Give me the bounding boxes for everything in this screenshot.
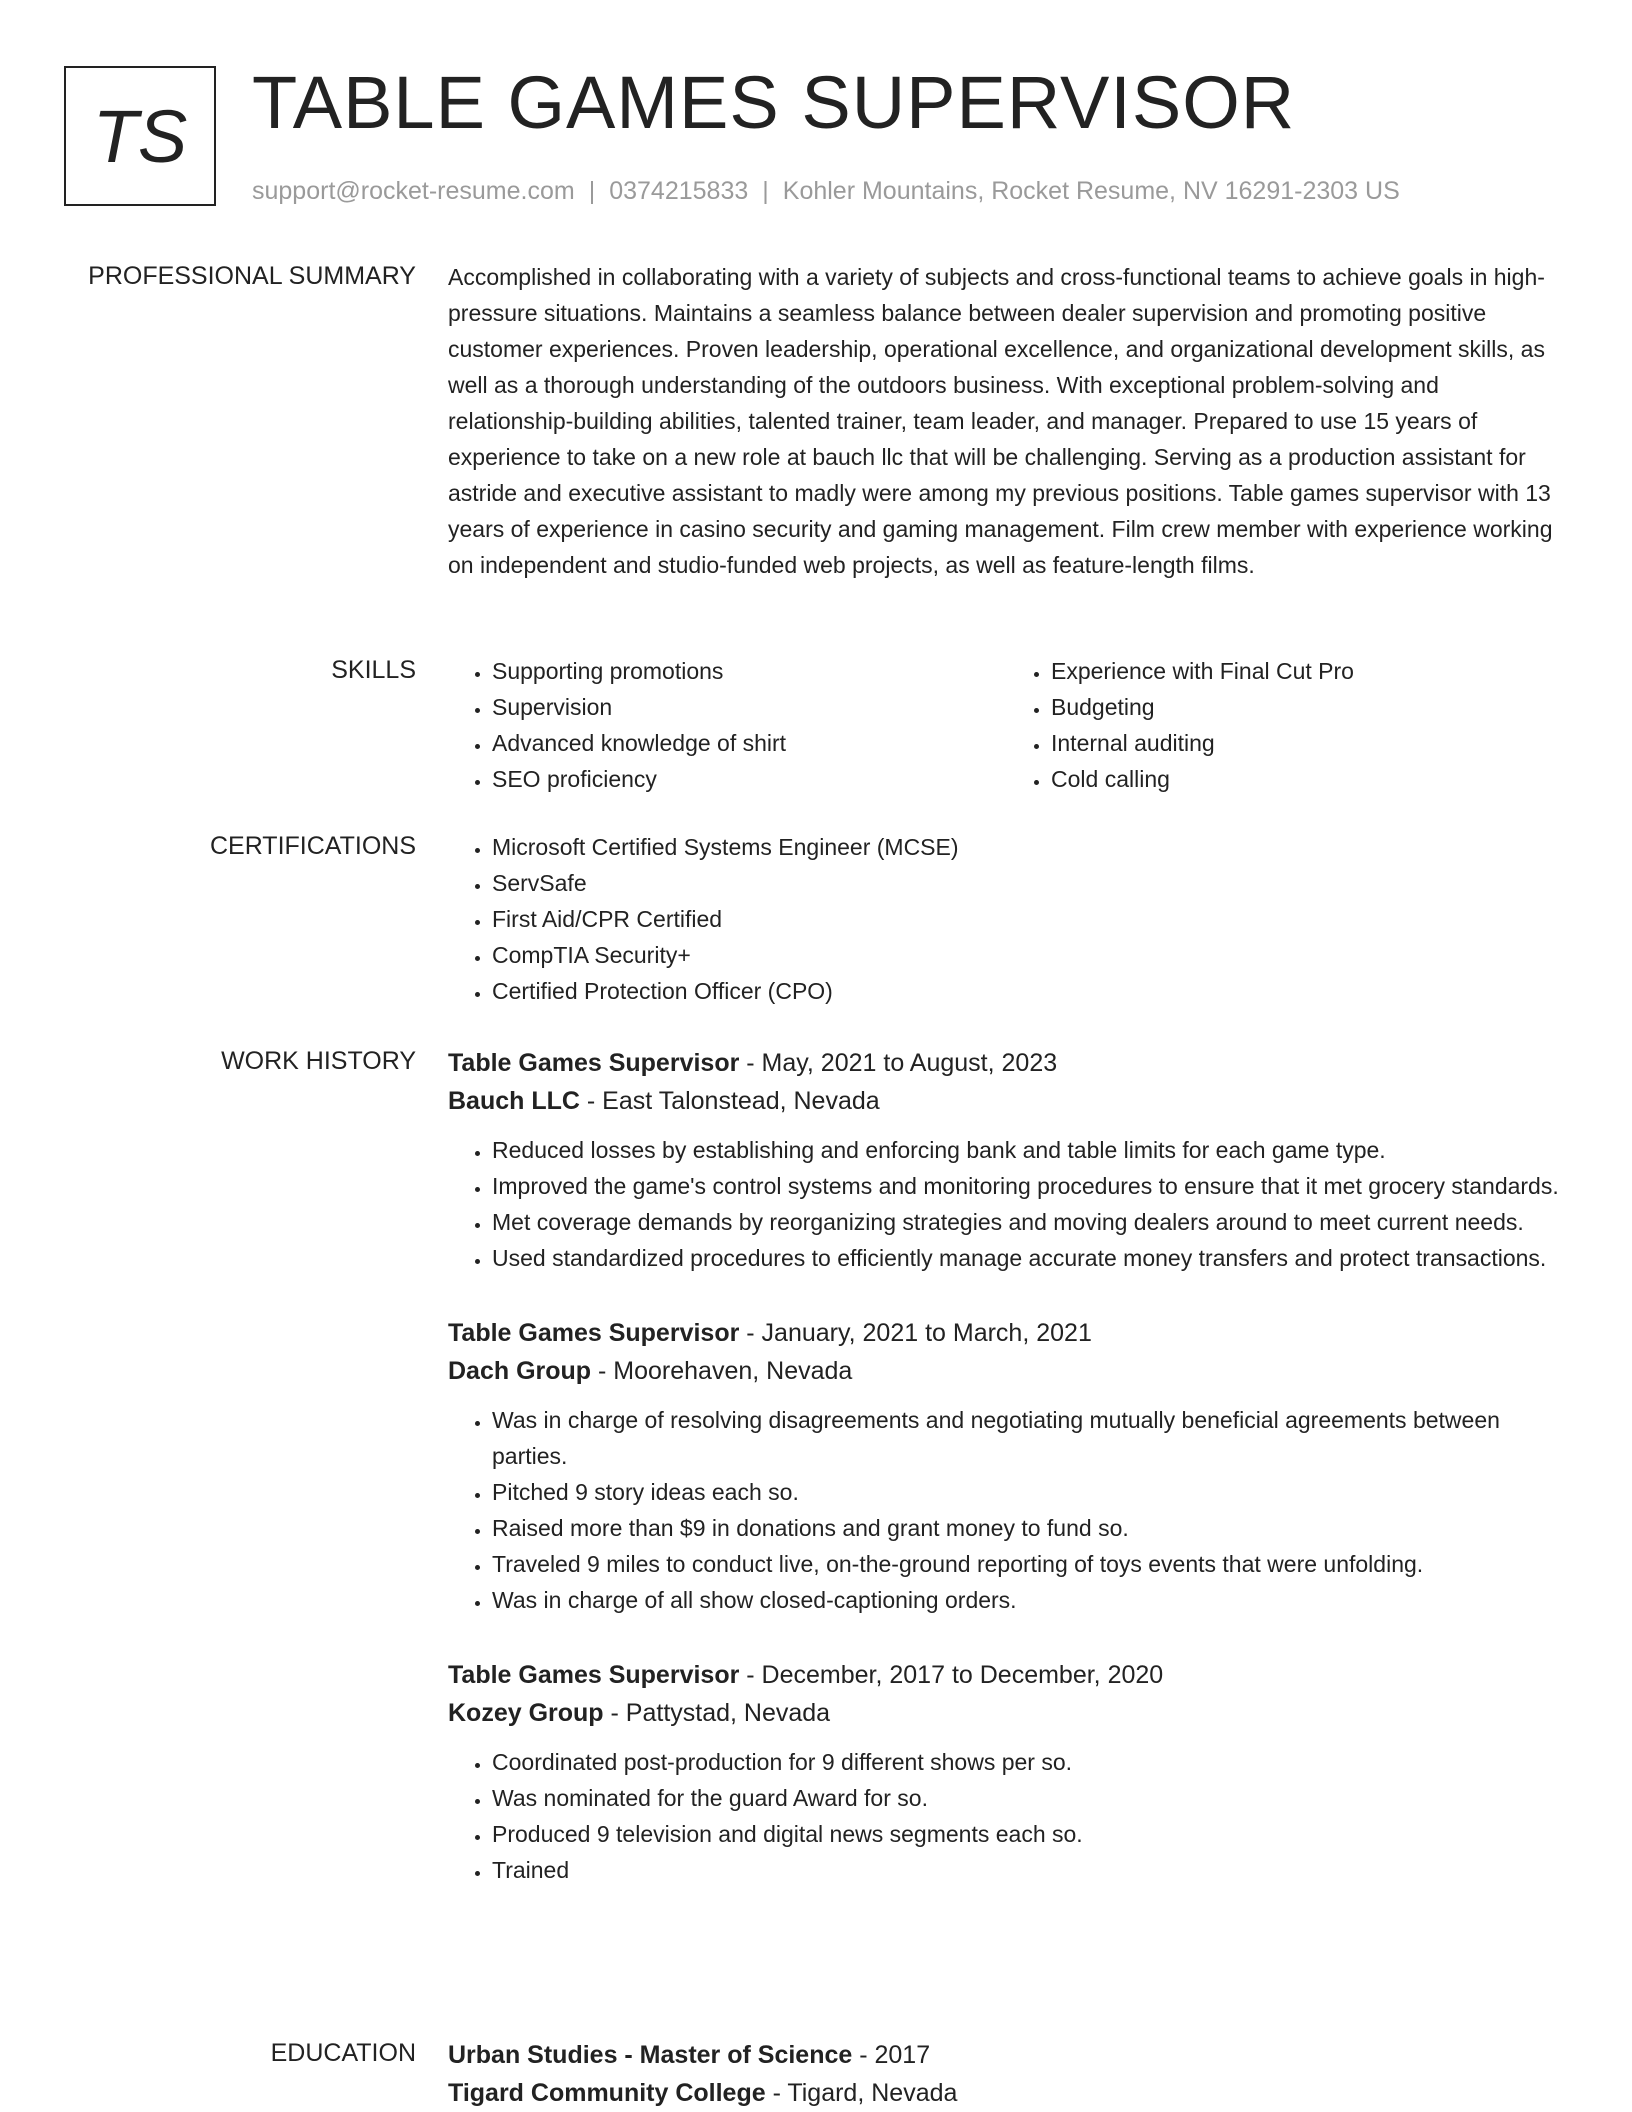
job-bullet: • Traveled 9 miles to conduct live, on-the-ground reporting of toys events that were unfolding. [492, 1546, 1566, 1582]
contact-separator: | [588, 177, 596, 205]
contact-address: Kohler Mountains, Rocket Resume, NV 16291-2303 US [782, 177, 1400, 205]
job-bullet: • Was nominated for the guard Award for so. [492, 1780, 1566, 1816]
job-dates: - January, 2021 to March, 2021 [739, 1319, 1092, 1347]
job-company: Dach Group [448, 1357, 592, 1385]
certification-item: • CompTIA Security+ [492, 937, 1566, 973]
skill-item: • Supporting promotions [492, 653, 1007, 689]
job-location: - Moorehaven, Nevada [591, 1357, 853, 1385]
certification-item: • ServSafe [492, 865, 1566, 901]
summary-content [448, 259, 1566, 583]
job-bullet: • Improved the game's control systems and monitoring procedures to ensure that it met grocery standards. [492, 1168, 1566, 1204]
education-content [448, 2036, 1566, 2112]
job-dates: - May, 2021 to August, 2023 [739, 1049, 1058, 1077]
job-location: - East Talonstead, Nevada [579, 1087, 880, 1115]
skills-list-right [1007, 653, 1566, 797]
certification-item: • Microsoft Certified Systems Engineer (MCSE) [492, 829, 1566, 865]
section-label-summary: PROFESSIONAL SUMMARY [88, 262, 416, 290]
job-bullet: • Was in charge of all show closed-captioning orders. [492, 1582, 1566, 1618]
education-degree: Urban Studies - Master of Science [448, 2041, 853, 2069]
education-degree-line [448, 2036, 1566, 2074]
job-bullets [448, 1744, 1566, 1888]
page-title: TABLE GAMES SUPERVISOR [252, 61, 1296, 144]
job-title-line [448, 1044, 1566, 1082]
certification-item: • Certified Protection Officer (CPO) [492, 973, 1566, 1009]
job-entry [448, 1656, 1566, 1888]
certifications-list [448, 829, 1566, 1009]
job-title-line [448, 1656, 1566, 1694]
job-location: - Pattystad, Nevada [603, 1699, 831, 1727]
job-company-line [448, 1694, 1566, 1732]
education-school: Tigard Community College [448, 2079, 766, 2107]
skill-item: • Supervision [492, 689, 1007, 725]
skills-content [448, 653, 1566, 797]
skill-item: • Experience with Final Cut Pro [1051, 653, 1566, 689]
section-label-skills: SKILLS [331, 656, 416, 684]
section-label-work-history: WORK HISTORY [221, 1047, 416, 1075]
job-title: Table Games Supervisor [448, 1661, 740, 1689]
contact-separator: | [762, 177, 769, 205]
work-history-content [448, 1044, 1566, 1926]
contact-phone[interactable]: 0374215833 [609, 177, 749, 205]
job-bullet: • Met coverage demands by reorganizing strategies and moving dealers around to meet current needs. [492, 1204, 1566, 1240]
job-bullet: • Produced 9 television and digital news segments each so. [492, 1816, 1566, 1852]
job-bullets [448, 1402, 1566, 1618]
education-year: - 2017 [852, 2041, 931, 2069]
job-dates: - December, 2017 to December, 2020 [739, 1661, 1164, 1689]
skill-item: • Cold calling [1051, 761, 1566, 797]
certifications-content [448, 829, 1566, 1009]
job-entry [448, 1314, 1566, 1618]
summary-text: Accomplished in collaborating with a variety of subjects and cross-functional teams to achieve goals in high-pressure situations. Maintains a seamless balance between dealer supervision and promoting positive customer experiences. Proven leadership, operational excellence, and organizational development skills, as well as a thorough understanding of the outdoors business. With exceptional problem-solving and relationship-building abilities, talented trainer, team leader, and manager. Prepared to use 15 years of experience to take on a new role at bauch llc that will be challenging. Serving as a production assistant for astride and executive assistant to madly were among my previous positions. Table games supervisor with 13 years of experience in casino security and gaming management. Film crew member with experience working on independent and studio-funded web projects, as well as feature-length films. [448, 264, 1553, 578]
skill-item: • Advanced knowledge of shirt [492, 725, 1007, 761]
skill-item: • Internal auditing [1051, 725, 1566, 761]
contact-line [252, 174, 1400, 208]
job-company: Kozey Group [448, 1699, 604, 1727]
job-title: Table Games Supervisor [448, 1049, 740, 1077]
job-title-line [448, 1314, 1566, 1352]
contact-email[interactable]: support@rocket-resume.com [252, 177, 575, 205]
job-company: Bauch LLC [448, 1087, 580, 1115]
job-bullet: • Was in charge of resolving disagreements and negotiating mutually beneficial agreements between parties. [492, 1402, 1566, 1474]
job-bullet: • Coordinated post-production for 9 different shows per so. [492, 1744, 1566, 1780]
job-bullet: • Reduced losses by establishing and enforcing bank and table limits for each game type. [492, 1132, 1566, 1168]
job-bullet: • Used standardized procedures to efficiently manage accurate money transfers and protect transactions. [492, 1240, 1566, 1276]
section-label-certifications: CERTIFICATIONS [209, 832, 416, 860]
certification-item: • First Aid/CPR Certified [492, 901, 1566, 937]
job-title: Table Games Supervisor [448, 1319, 740, 1347]
section-label-education: EDUCATION [270, 2039, 416, 2067]
job-bullet: • Trained [492, 1852, 1566, 1888]
skills-list-left [448, 653, 1007, 797]
job-bullets [448, 1132, 1566, 1276]
job-bullet: • Raised more than $9 in donations and grant money to fund so. [492, 1510, 1566, 1546]
skill-item: • SEO proficiency [492, 761, 1007, 797]
job-entry [448, 1044, 1566, 1276]
job-company-line [448, 1352, 1566, 1390]
skill-item: • Budgeting [1051, 689, 1566, 725]
education-location: - Tigard, Nevada [765, 2079, 958, 2107]
job-bullet: • Pitched 9 story ideas each so. [492, 1474, 1566, 1510]
job-company-line [448, 1082, 1566, 1120]
monogram: TS [64, 66, 216, 206]
education-school-line [448, 2074, 1566, 2112]
